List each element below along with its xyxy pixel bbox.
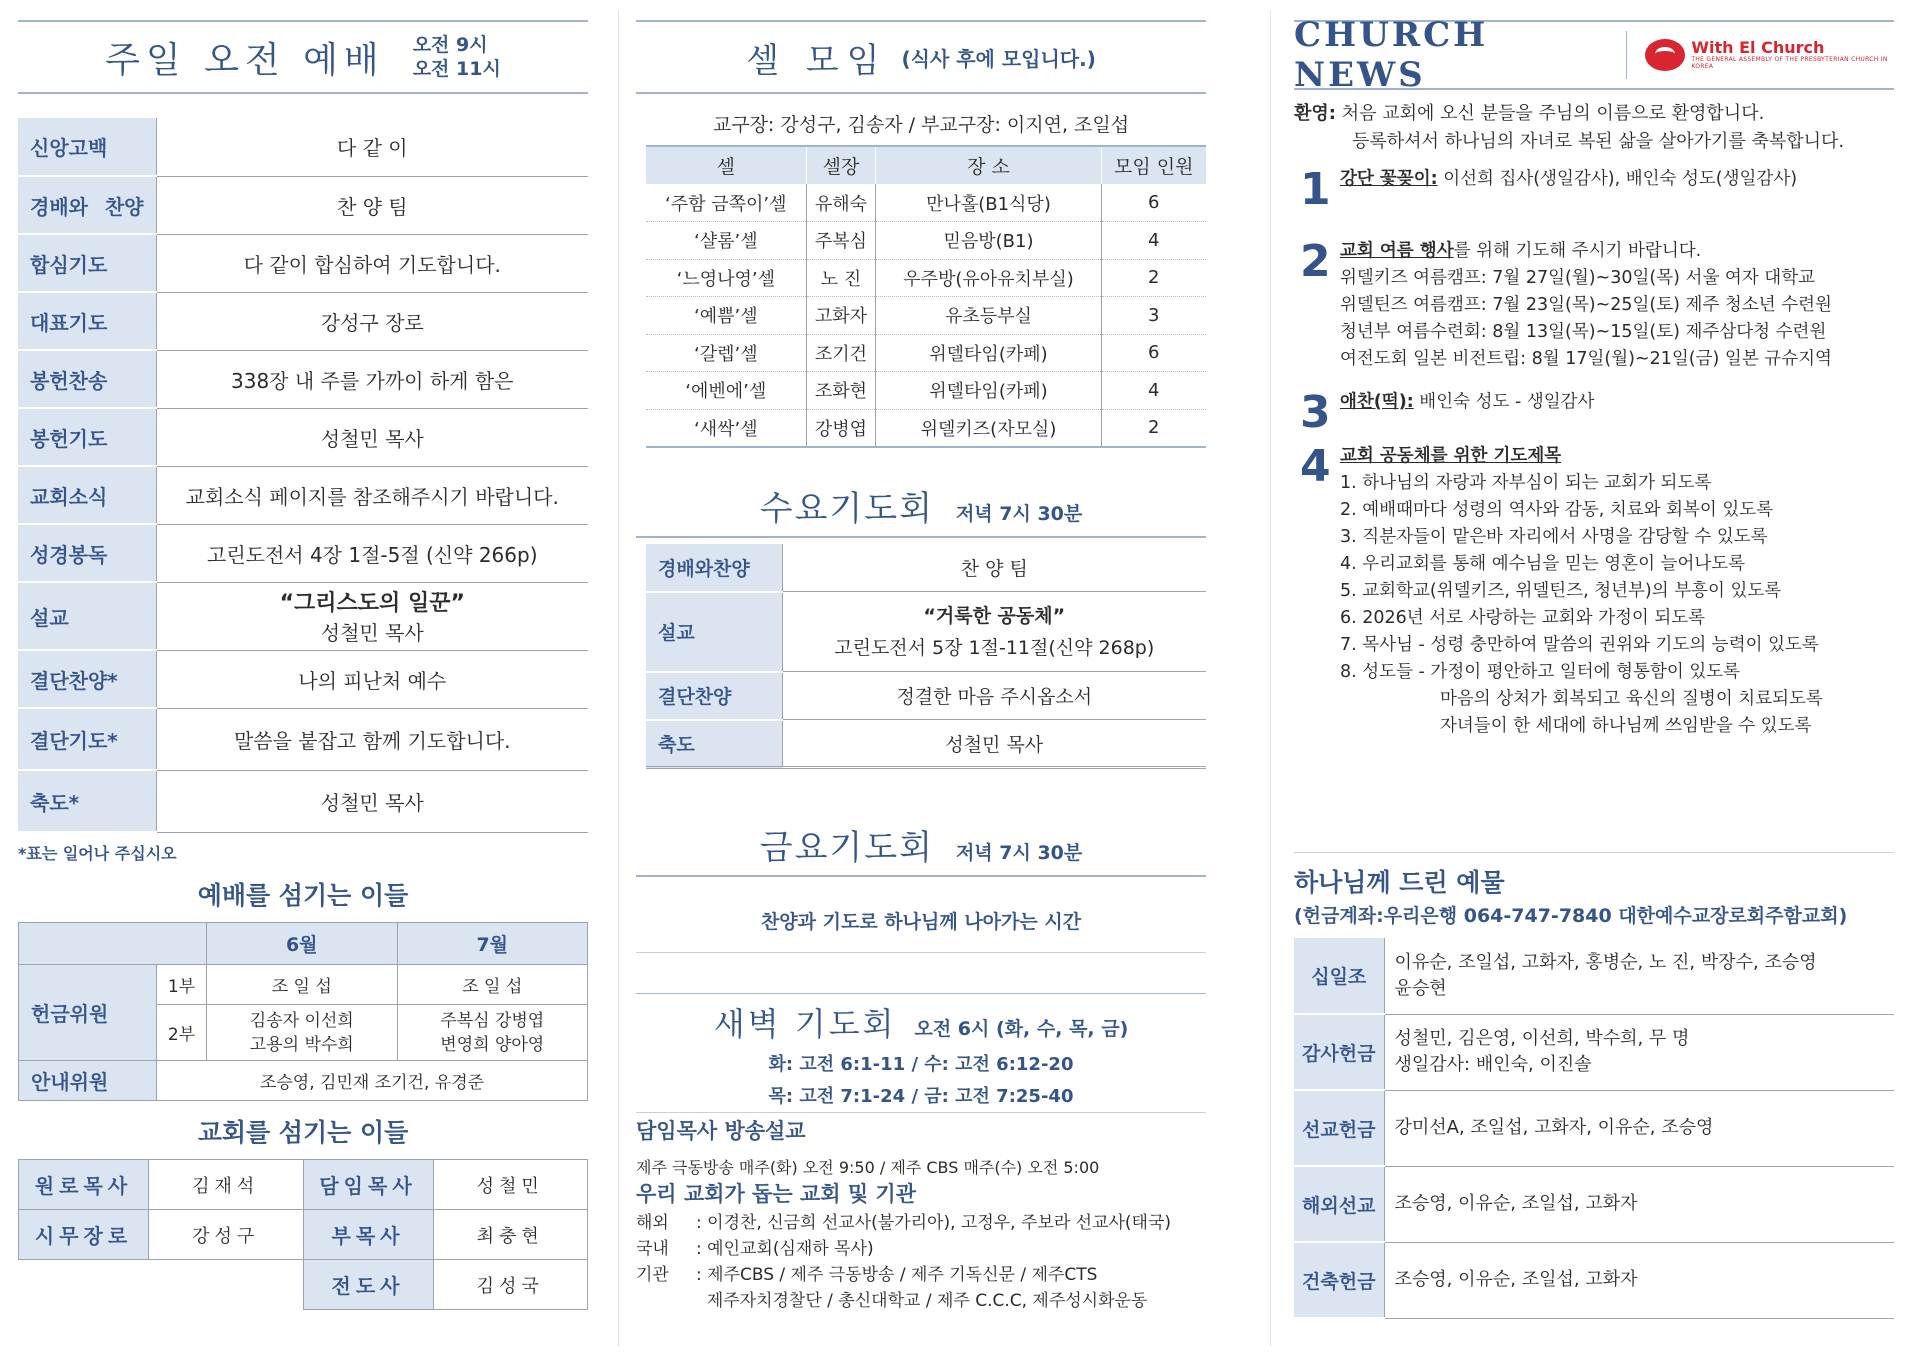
staff-label: 시무장로 (19, 1210, 149, 1260)
offering-header (1294, 852, 1894, 928)
dawn-schedule-line: 화: 고전 6:1-11 / 수: 고전 6:12-20 (768, 1054, 1074, 1075)
table-row (646, 184, 1206, 222)
broadcast-sermon-title: 담임목사 방송설교 (636, 1119, 806, 1143)
cell-place: 유초등부실 (876, 297, 1101, 335)
part-2-month-1-line: 김송자 이선희 (249, 1010, 354, 1031)
friday-prayer-title: 금요기도회 (759, 828, 934, 868)
sunday-service-column (18, 0, 588, 1356)
header-divider (1626, 31, 1627, 79)
church-news-column (1294, 0, 1894, 1356)
order-row (18, 408, 588, 466)
offering-type: 감사헌금 (1294, 1014, 1384, 1090)
offering-names-line: 성철민, 김은영, 이선희, 박수희, 무 명 (1394, 1028, 1690, 1049)
staff-name: 성철민 (433, 1160, 588, 1210)
prayer-item: 7. 목사님 - 성령 충만하여 말씀의 권위와 기도의 능력이 있도록 (1340, 635, 1819, 655)
district-leaders: 교구장: 강성구, 김송자 / 부교구장: 이지연, 조일섭 (712, 114, 1130, 136)
part-2-label: 2부 (157, 1005, 207, 1061)
cell-name: ‘주함 금쪽이’셀 (646, 184, 806, 222)
offering-names-line: 강미선A, 조일섭, 고화자, 이유순, 조승영 (1394, 1117, 1714, 1138)
cell-meeting-subtitle: (식사 후에 모입니다.) (901, 46, 1096, 71)
cell-leader: 조기건 (806, 334, 876, 372)
wed-sermon-ref: 고린도전서 5장 1절-11절(신약 268p) (834, 636, 1155, 659)
cell-name: ‘샬롬’셀 (646, 222, 806, 260)
support-value: 제주CBS / 제주 극동방송 / 제주 기독신문 / 제주CTS (707, 1265, 1098, 1285)
wed-value: 성철민 목사 (782, 720, 1206, 768)
church-logo-icon (1645, 39, 1685, 71)
cell-leader: 주복심 (806, 222, 876, 260)
order-row (18, 466, 588, 524)
list-item: 기관 : 제주CBS / 제주 극동방송 / 제주 기독신문 / 제주CTS (636, 1262, 1206, 1288)
staff-label: 원로목사 (19, 1160, 149, 1210)
support-key: 기관 (636, 1265, 669, 1285)
cell-name: ‘예쁨’셀 (646, 297, 806, 335)
news-number: 2 (1300, 236, 1331, 287)
welcome-line: 등록하셔서 하나님의 자녀로 복된 삶을 살아가기를 축복합니다. (1352, 131, 1845, 152)
offering-names (1384, 1242, 1894, 1318)
cell-leader: 강병엽 (806, 409, 876, 447)
offering-committee-label: 헌금위원 (19, 965, 157, 1061)
table-row (1294, 1242, 1894, 1318)
offering-names-line: 조승영, 이유순, 조일섭, 고화자 (1394, 1269, 1638, 1290)
friday-prayer-header (636, 813, 1206, 877)
order-label: 신앙고백 (18, 118, 156, 176)
cell-meeting-header (636, 20, 1206, 94)
news-item (1294, 238, 1894, 373)
worship-servers-title: 예배를 섬기는 이들 (197, 881, 409, 910)
cell-leader: 노 진 (806, 259, 876, 297)
staff-label: 부목사 (303, 1210, 433, 1260)
supported-churches-list (636, 1210, 1206, 1314)
welcome-line: 처음 교회에 오신 분들을 주님의 이름으로 환영합니다. (1341, 103, 1765, 124)
news-heading: 교회 공동체를 위한 기도제목 (1340, 446, 1562, 466)
offering-names-line: 생일감사: 배인숙, 이진솔 (1394, 1054, 1592, 1075)
order-value: 나의 피난처 예수 (156, 650, 588, 708)
cell-count: 3 (1101, 297, 1206, 335)
order-label: 봉헌찬송 (18, 350, 156, 408)
news-text: 이선희 집사(생일감사), 배인숙 성도(생일감사) (1443, 169, 1798, 189)
order-value: 338장 내 주를 가까이 하게 함은 (156, 350, 588, 408)
news-item (1294, 166, 1894, 214)
church-news-header (1294, 15, 1894, 95)
order-label: 대표기도 (18, 292, 156, 350)
prayer-item: 5. 교회학교(위델키즈, 위델틴즈, 청년부)의 부흥이 있도록 (1340, 581, 1782, 601)
cell-col-header: 셀장 (806, 146, 876, 184)
prayer-item: 6. 2026년 서로 사랑하는 교회와 가정이 되도록 (1340, 608, 1706, 628)
offering-account: (헌금계좌:우리은행 064-747-7840 대한예수교장로회주함교회) (1294, 905, 1848, 927)
offering-names (1384, 1090, 1894, 1166)
wed-sermon (782, 592, 1206, 672)
offering-names-line: 윤승현 (1394, 977, 1447, 999)
prayer-item: 2. 예배때마다 성령의 역사와 감동, 치료와 회복이 있도록 (1340, 500, 1774, 520)
news-item (1294, 443, 1894, 740)
order-row (18, 650, 588, 708)
support-key (636, 1288, 696, 1314)
worship-order-table (18, 118, 588, 833)
cell-name: ‘갈렙’셀 (646, 334, 806, 372)
sermon-title: “그리스도의 일꾼” (279, 591, 465, 616)
order-value: 교회소식 페이지를 참조해주시기 바랍니다. (156, 466, 588, 524)
table-row (646, 222, 1206, 260)
church-logo-text: With El Church (1691, 38, 1825, 57)
wed-label: 경배와찬양 (646, 544, 782, 592)
support-value: 제주자치경찰단 / 총신대학교 / 제주 C.C.C, 제주성시화운동 (706, 1291, 1148, 1311)
order-value: 강성구 장로 (156, 292, 588, 350)
usher-value: 조승영, 김민재 조기건, 유경준 (157, 1061, 588, 1101)
blank-header (19, 923, 207, 965)
sunday-service-title: 주일 오전 예배 (105, 39, 385, 81)
order-value: 성철민 목사 (156, 408, 588, 466)
cell-count: 4 (1101, 372, 1206, 410)
table-row (646, 372, 1206, 410)
order-row (18, 770, 588, 832)
part-1-label: 1부 (157, 965, 207, 1005)
order-row (18, 118, 588, 176)
prayer-item: 4. 우리교회를 통해 예수님을 믿는 영혼이 늘어나도록 (1340, 554, 1746, 574)
cell-count: 4 (1101, 222, 1206, 260)
wed-value: 정결한 마음 주시옵소서 (782, 672, 1206, 720)
order-value: 말씀을 붙잡고 함께 기도합니다. (156, 708, 588, 770)
order-row (18, 234, 588, 292)
summer-event: 위델키즈 여름캠프: 7월 27일(월)~30일(목) 서울 여자 대학교 (1340, 268, 1816, 288)
supported-churches-title: 우리 교회가 돕는 교회 및 기관 (636, 1182, 916, 1206)
wednesday-order-table (646, 544, 1206, 770)
wed-label: 축도 (646, 720, 782, 768)
cell-place: 만나홀(B1식당) (876, 184, 1101, 222)
blank-cell (149, 1260, 304, 1310)
order-value: 고린도전서 4장 1절-5절 (신약 266p) (156, 524, 588, 582)
sermon-preacher: 성철민 목사 (320, 621, 424, 645)
standing-note: *표는 일어나 주십시오 (18, 844, 177, 863)
friday-prayer-time: 저녁 7시 30분 (955, 842, 1083, 864)
table-row (1294, 1090, 1894, 1166)
order-row (18, 524, 588, 582)
news-number: 4 (1300, 441, 1331, 492)
prayer-item-continued: 마음의 상처가 회복되고 육신의 질병이 치료되도록 (1440, 689, 1823, 709)
order-value: 찬 양 팀 (156, 176, 588, 234)
wednesday-prayer-header (636, 474, 1206, 538)
support-key: 국내 (636, 1239, 669, 1259)
wednesday-prayer-title: 수요기도회 (759, 488, 934, 529)
church-news-title: CHURCH NEWS (1294, 15, 1489, 95)
news-text: 를 위해 기도해 주시기 바랍니다. (1453, 241, 1702, 261)
cell-name: ‘에벤에’셀 (646, 372, 806, 410)
dawn-prayer-header (636, 993, 1206, 1049)
part-2-month-1-line: 고용의 박수희 (249, 1034, 354, 1055)
cell-leader: 유해숙 (806, 184, 876, 222)
table-row (646, 334, 1206, 372)
offering-type: 선교헌금 (1294, 1090, 1384, 1166)
cell-place: 우주방(유아유치부실) (876, 259, 1101, 297)
order-label: 축도* (18, 770, 156, 832)
part-2-month-2-line: 주복심 강병엽 (440, 1010, 545, 1031)
news-heading: 교회 여름 행사 (1340, 241, 1454, 261)
part-1-month-1: 조 일 섭 (207, 965, 398, 1005)
staff-name: 강성구 (149, 1210, 304, 1260)
welcome-message (1294, 100, 1894, 156)
service-times (413, 33, 501, 81)
table-row (1294, 938, 1894, 1014)
prayer-item: 3. 직분자들이 맡은바 자리에서 사명을 감당할 수 있도록 (1340, 527, 1768, 547)
list-item: 해외 : 이경찬, 신금희 선교사(불가리아), 고정우, 주보라 선교사(태국) (636, 1210, 1206, 1236)
month-2-header: 7월 (397, 923, 588, 965)
part-2-month-1 (207, 1005, 398, 1061)
prayer-item: 1. 하나님의 자랑과 자부심이 되는 교회가 되도록 (1340, 473, 1712, 493)
order-row (18, 708, 588, 770)
cell-table (646, 145, 1206, 448)
month-1-header: 6월 (207, 923, 398, 965)
cell-meeting-column (636, 0, 1206, 1356)
broadcast-sermon-info: 제주 극동방송 매주(화) 오전 9:50 / 제주 CBS 매주(수) 오전 5:00 (636, 1158, 1100, 1177)
table-row (646, 259, 1206, 297)
wed-sermon-title: “거룩한 공동체” (923, 604, 1066, 627)
offering-names (1384, 1166, 1894, 1242)
news-number: 3 (1300, 387, 1331, 438)
table-row (1294, 1014, 1894, 1090)
wed-label: 설교 (646, 592, 782, 672)
offering-names-line: 조승영, 이유순, 조일섭, 고화자 (1394, 1193, 1638, 1214)
news-heading: 강단 꽃꽂이: (1340, 169, 1438, 189)
worship-servers-table (18, 922, 588, 1101)
staff-name: 김성국 (433, 1260, 588, 1310)
welcome-label: 환영: (1294, 103, 1336, 124)
cell-meeting-title: 셀 모임 (746, 40, 888, 81)
wed-value: 찬 양 팀 (782, 544, 1206, 592)
cell-place: 믿음방(B1) (876, 222, 1101, 260)
news-heading: 애찬(떡): (1340, 392, 1414, 412)
order-value: 다 같 이 (156, 118, 588, 176)
order-row (18, 350, 588, 408)
order-label: 결단기도* (18, 708, 156, 770)
staff-label: 담임목사 (303, 1160, 433, 1210)
order-label: 교회소식 (18, 466, 156, 524)
order-row (18, 292, 588, 350)
offering-title: 하나님께 드린 예물 (1294, 868, 1505, 897)
offering-names-line: 이유순, 조일섭, 고화자, 홍병순, 노 진, 박장수, 조승영 (1394, 951, 1817, 973)
order-label: 합심기도 (18, 234, 156, 292)
sermon-label: 설교 (18, 582, 156, 650)
cell-col-header: 셀 (646, 146, 806, 184)
cell-name: ‘느영나영’셀 (646, 259, 806, 297)
cell-count: 2 (1101, 259, 1206, 297)
cell-leader: 조화현 (806, 372, 876, 410)
table-row (646, 409, 1206, 447)
offering-names (1384, 938, 1894, 1014)
order-label: 성경봉독 (18, 524, 156, 582)
cell-col-header: 장 소 (876, 146, 1101, 184)
sermon-value (156, 582, 588, 650)
cell-col-header: 모임 인원 (1101, 146, 1206, 184)
church-logo (1645, 39, 1894, 71)
blank-cell (19, 1260, 149, 1310)
dawn-prayer-time: 오전 6시 (화, 수, 목, 금) (914, 1018, 1129, 1040)
order-value: 다 같이 합심하여 기도합니다. (156, 234, 588, 292)
cell-place: 위델타임(카페) (876, 372, 1101, 410)
summer-event: 청년부 여름수련회: 8월 13일(목)~15일(토) 제주삼다청 수련원 (1340, 322, 1827, 342)
order-row (18, 176, 588, 234)
sunday-service-header (18, 20, 588, 94)
summer-event: 위델틴즈 여름캠프: 7월 23일(목)~25일(토) 제주 청소년 수련원 (1340, 295, 1832, 315)
list-item (636, 1288, 1206, 1314)
offering-names (1384, 1014, 1894, 1090)
offering-table (1294, 938, 1894, 1319)
dawn-prayer-title: 새벽 기도회 (713, 1005, 897, 1043)
church-logo-subtext: THE GENERAL ASSEMBLY OF THE PRESBYTERIAN CHURCH IN KOREA (1691, 56, 1888, 70)
cell-count: 6 (1101, 184, 1206, 222)
church-servers-title: 교회를 섬기는 이들 (197, 1118, 409, 1147)
offering-type: 십일조 (1294, 938, 1384, 1014)
support-value: 이경찬, 신금희 선교사(불가리아), 고정우, 주보라 선교사(태국) (707, 1213, 1172, 1233)
part-2-month-2-line: 변영희 양아영 (440, 1034, 545, 1055)
wed-label: 결단찬양 (646, 672, 782, 720)
order-value: 성철민 목사 (156, 770, 588, 832)
column-divider-2 (1270, 10, 1271, 1346)
offering-type: 건축헌금 (1294, 1242, 1384, 1318)
staff-name: 김재석 (149, 1160, 304, 1210)
service-time-2: 오전 11시 (412, 58, 501, 80)
prayer-item: 8. 성도들 - 가정이 평안하고 일터에 형통함이 있도록 (1340, 662, 1741, 682)
offering-type: 해외선교 (1294, 1166, 1384, 1242)
cell-leader: 고화자 (806, 297, 876, 335)
order-label: 결단찬양* (18, 650, 156, 708)
sermon-row (18, 582, 588, 650)
support-key: 해외 (636, 1213, 669, 1233)
cell-name: ‘새싹’셀 (646, 409, 806, 447)
order-label: 봉헌기도 (18, 408, 156, 466)
part-2-month-2 (397, 1005, 588, 1061)
column-divider-1 (618, 10, 619, 1346)
service-time-1: 오전 9시 (412, 34, 488, 56)
list-item: 국내 : 예인교회(심재하 목사) (636, 1236, 1206, 1262)
staff-label: 전도사 (303, 1260, 433, 1310)
table-row (1294, 1166, 1894, 1242)
support-value: 예인교회(심재하 목사) (707, 1239, 874, 1259)
dawn-schedule-line: 목: 고전 7:1-24 / 금: 고전 7:25-40 (636, 1081, 1206, 1113)
cell-count: 6 (1101, 334, 1206, 372)
summer-event: 여전도회 일본 비전트립: 8월 17일(월)~21일(금) 일본 규슈지역 (1340, 349, 1832, 369)
prayer-item-continued: 자녀들이 한 세대에 하나님께 쓰임받을 수 있도록 (1440, 716, 1812, 736)
part-1-month-2: 조 일 섭 (397, 965, 588, 1005)
news-text: 배인숙 성도 - 생일감사 (1419, 392, 1595, 412)
news-number: 1 (1300, 164, 1331, 215)
cell-place: 위델키즈(자모실) (876, 409, 1101, 447)
order-label: 경배와 찬양 (18, 176, 156, 234)
cell-count: 2 (1101, 409, 1206, 447)
usher-label: 안내위원 (19, 1061, 157, 1101)
table-row (646, 297, 1206, 335)
church-staff-table (18, 1159, 588, 1310)
staff-name: 최충현 (433, 1210, 588, 1260)
cell-place: 위델타임(카페) (876, 334, 1101, 372)
news-item (1294, 389, 1894, 437)
wednesday-prayer-time: 저녁 7시 30분 (955, 502, 1083, 525)
friday-prayer-subtitle: 찬양과 기도로 하나님께 나아가는 시간 (636, 877, 1206, 953)
